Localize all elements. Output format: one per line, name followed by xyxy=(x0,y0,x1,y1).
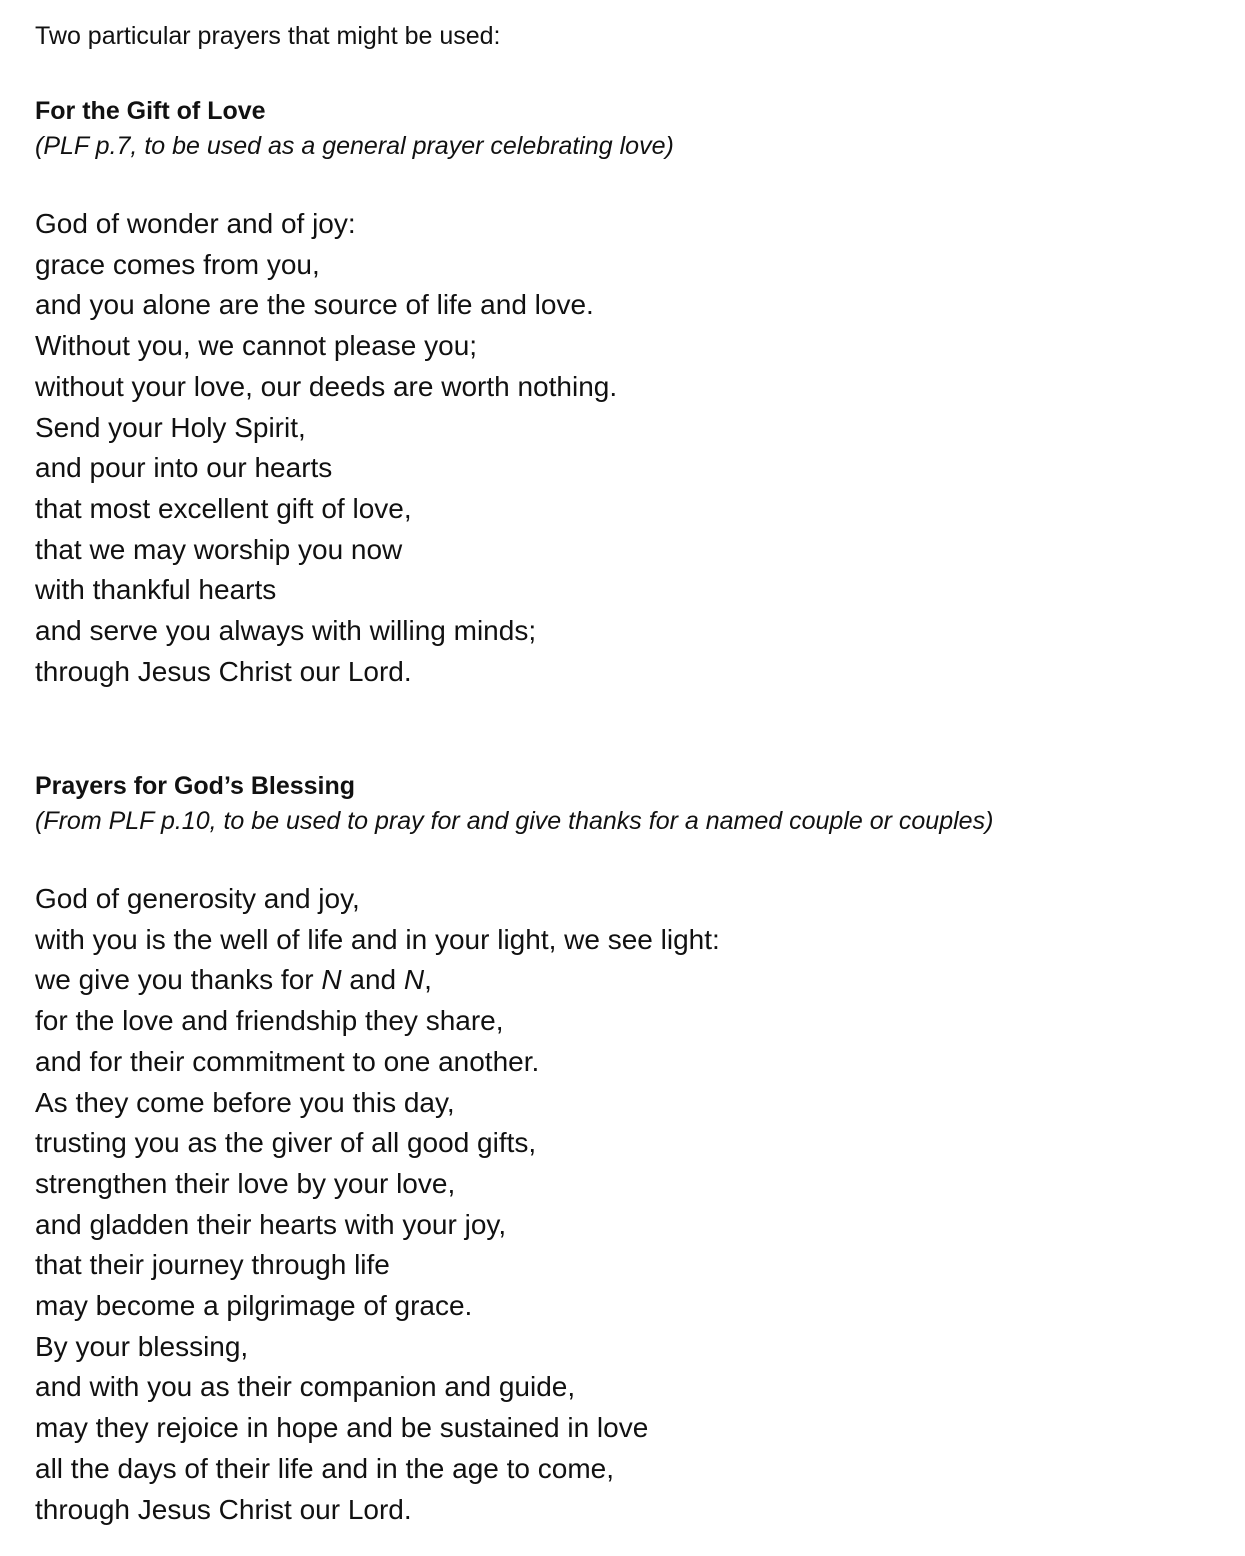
prayer-line: and pour into our hearts xyxy=(35,452,333,484)
section-subheading: (PLF p.7, to be used as a general prayer celebrating love) xyxy=(35,132,674,160)
prayer-line: and with you as their companion and guide, xyxy=(35,1371,576,1403)
intro-text: Two particular prayers that might be used: xyxy=(35,22,501,50)
prayer-section-gift-of-love xyxy=(35,94,1225,687)
prayer-line: and gladden their hearts with your joy, xyxy=(35,1208,507,1240)
prayer-line: with you is the well of life and in your light, we see light: xyxy=(35,923,720,955)
prayer-line: grace comes from you, xyxy=(35,248,320,280)
prayer-line: may they rejoice in hope and be sustained in love xyxy=(35,1412,649,1444)
section-subheading: (From PLF p.10, to be used to pray for and give thanks for a named couple or couples) xyxy=(35,807,994,835)
prayer-line: Send your Holy Spirit, xyxy=(35,411,306,443)
prayer-line: we give you thanks for N and N, xyxy=(35,964,432,996)
prayer-section-gods-blessing xyxy=(35,769,1225,1525)
prayer-line: By your blessing, xyxy=(35,1330,249,1362)
prayer-line: through Jesus Christ our Lord. xyxy=(35,655,412,687)
section-heading: For the Gift of Love xyxy=(35,97,266,125)
prayer-line: strengthen their love by your love, xyxy=(35,1167,456,1199)
prayer-line: all the days of their life and in the age to come, xyxy=(35,1452,615,1484)
prayer-text xyxy=(35,879,720,1530)
prayer-line: that their journey through life xyxy=(35,1249,390,1281)
prayer-line: Without you, we cannot please you; xyxy=(35,330,478,362)
prayer-line: and serve you always with willing minds; xyxy=(35,615,537,647)
prayer-line: God of generosity and joy, xyxy=(35,883,360,914)
prayer-line: As they come before you this day, xyxy=(35,1086,455,1118)
section-heading: Prayers for God’s Blessing xyxy=(35,772,356,800)
prayer-line: trusting you as the giver of all good gifts, xyxy=(35,1127,537,1159)
prayer-line: and for their commitment to one another. xyxy=(35,1045,540,1077)
prayer-line: God of wonder and of joy: xyxy=(35,208,356,239)
prayer-text xyxy=(35,204,617,692)
prayer-line: may become a pilgrimage of grace. xyxy=(35,1290,473,1322)
prayer-line: that we may worship you now xyxy=(35,533,403,565)
prayer-line: that most excellent gift of love, xyxy=(35,492,412,524)
prayer-line: for the love and friendship they share, xyxy=(35,1005,504,1037)
prayer-line: without your love, our deeds are worth nothing. xyxy=(35,370,618,402)
prayer-line: through Jesus Christ our Lord. xyxy=(35,1493,412,1525)
prayer-line: with thankful hearts xyxy=(35,574,277,606)
prayer-line: and you alone are the source of life and love. xyxy=(35,289,594,321)
